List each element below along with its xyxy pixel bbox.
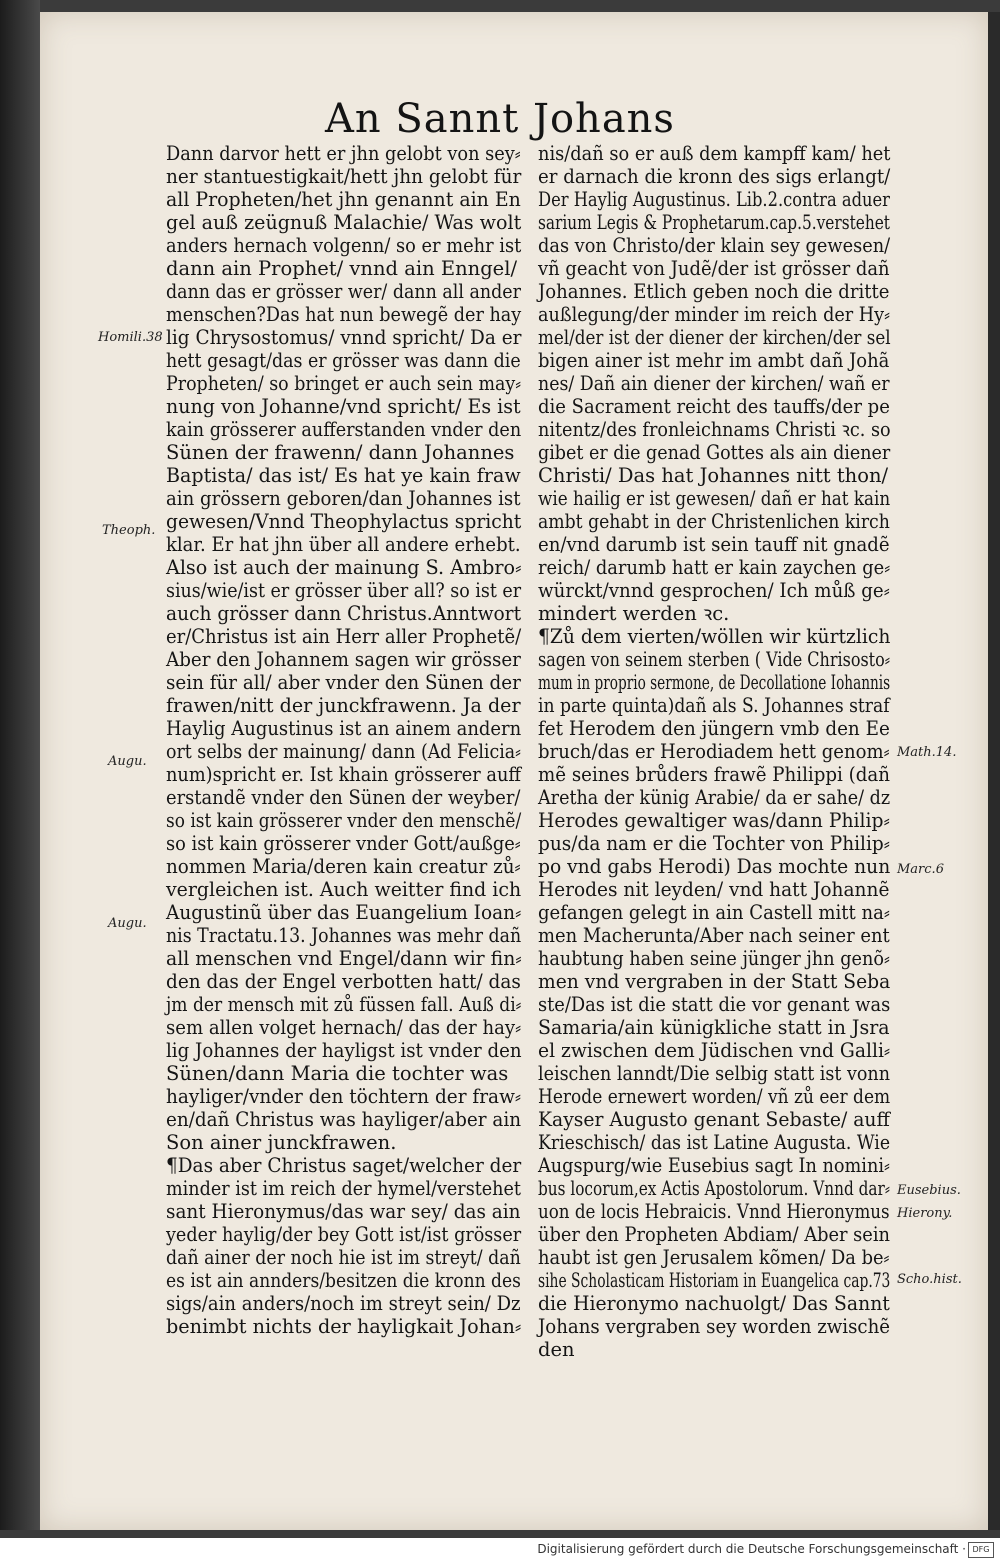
margin-note-theoph: Theoph. (102, 523, 156, 538)
text-line: all menschen vnd Engel/dann wir fin⸗ (166, 947, 522, 970)
margin-note-homili: Homili.38 (98, 330, 163, 345)
text-line: wie hailig er ist gewesen/ dañ er hat kain (538, 487, 891, 510)
text-line: sagen von seinem sterben ( Vide Chrisosto⸗ (538, 648, 891, 671)
margin-note-augu-2: Augu. (108, 916, 147, 931)
text-line: in parte quinta)dañ als S. Johannes straf (538, 694, 890, 717)
text-line: Also ist auch der mainung S. Ambro⸗ (166, 556, 522, 579)
text-line: Kayser Augusto genant Sebaste/ auff (538, 1108, 890, 1131)
text-line: gel auß zeügnuß Malachie/ Was wolt (166, 211, 522, 234)
text-line: Krieschisch/ das ist Latine Augusta. Wie (538, 1131, 891, 1154)
text-line: mel/der ist der diener der kirchen/der sel (538, 326, 891, 349)
text-line: sihe Scholasticam Historiam in Euangelica cap.73 (538, 1269, 891, 1292)
text-line: dann ain Prophet/ vnnd ain Enngel/ (166, 257, 518, 280)
text-line: Der Haylig Augustinus. Lib.2.contra aduer (538, 188, 890, 211)
text-line: er darnach die kronn des sigs erlangt/ (538, 165, 891, 188)
text-line: gefangen gelegt in ain Castell mitt na⸗ (538, 901, 890, 924)
text-line: uon de locis Hebraicis. Vnnd Hieronymus (538, 1200, 890, 1223)
margin-note-marc: Marc.6 (897, 862, 944, 877)
text-line: nitentz/des fronleichnams Christi ꝛc. so (538, 418, 891, 441)
text-line: nis/dañ so er auß dem kampff kam/ het (538, 142, 891, 165)
text-line: dann das er grösser wer/ dann all ander (166, 280, 521, 303)
text-line: sem allen volget hernach/ das der hay⸗ (166, 1016, 522, 1039)
text-line: vñ geacht von Judẽ/der ist grösser dañ (538, 257, 890, 280)
text-line: außlegung/der minder im reich der Hy⸗ (538, 303, 890, 326)
text-line: ner stantuestigkait/hett jhn gelobt für (166, 165, 522, 188)
text-line: mum in proprio sermone, de Decollatione Iohannis (538, 671, 891, 694)
text-line: würckt/vnnd gesprochen/ Ich můß ge⸗ (538, 579, 890, 602)
text-line: pus/da nam er die Tochter von Philip⸗ (538, 832, 890, 855)
text-line: Christi/ Das hat Johannes nitt thon/ (538, 464, 889, 487)
text-line: die Sacrament reicht des tauffs/der pe (538, 395, 890, 418)
text-line: Baptista/ das ist/ Es hat ye kain fraw (166, 464, 521, 487)
text-line: en/dañ Christus was hayliger/aber ain (166, 1108, 522, 1131)
running-head: An Sannt Johans (325, 96, 675, 142)
dfg-logo: DFG (968, 1542, 994, 1558)
text-line: nung von Johanne/vnd spricht/ Es ist (166, 395, 521, 418)
text-line: Johannes. Etlich geben noch die dritte (538, 280, 890, 303)
text-line: Augspurg/wie Eusebius sagt In nomini⸗ (538, 1154, 890, 1177)
text-line: ambt gehabt in der Christenlichen kirch (538, 510, 890, 533)
text-line: über den Propheten Abdiam/ Aber sein (538, 1223, 890, 1246)
footer-credit: Digitalisierung gefördert durch die Deutsche Forschungsgemeinschaft · (537, 1542, 966, 1556)
text-line: vergleichen ist. Auch weitter find ich (166, 878, 522, 901)
text-line: Sünen/dann Maria die tochter was (166, 1062, 509, 1085)
text-line: ste/Das ist die statt die vor genant was (538, 993, 891, 1016)
text-line: jm der mensch mit zů füssen fall. Auß di⸗ (166, 993, 522, 1016)
margin-note-scho-hist: Scho.hist. (897, 1272, 962, 1287)
text-line: den (538, 1338, 575, 1361)
left-text-column (166, 142, 521, 1338)
text-line: men vnd vergraben in der Statt Seba (538, 970, 891, 993)
text-line: klar. Er hat jhn über all andere erhebt. (166, 533, 521, 556)
text-line: Son ainer junckfrawen. (166, 1131, 397, 1154)
text-line: ain grössern geboren/dan Johannes ist (166, 487, 521, 510)
text-line: el zwischen dem Jüdischen vnd Galli⸗ (538, 1039, 891, 1062)
text-line: nis Tractatu.13. Johannes was mehr dañ (166, 924, 522, 947)
text-line: bus locorum,ex Actis Apostolorum. Vnnd dar⸗ (538, 1177, 890, 1200)
text-line: Herodes nit leyden/ vnd hatt Johannẽ (538, 878, 890, 901)
text-line: nommen Maria/deren kain creatur zů⸗ (166, 855, 521, 878)
text-line: po vnd gabs Herodi) Das mochte nun (538, 855, 891, 878)
text-line: frawen/nitt der junckfrawenn. Ja der (166, 694, 521, 717)
text-line: erstandẽ vnder den Sünen der weyber/ (166, 786, 521, 809)
text-line: fet Herodem den jüngern vmb den Ee (538, 717, 890, 740)
margin-note-hierony: Hierony. (897, 1206, 953, 1221)
text-line: hayliger/vnder den töchtern der fraw⸗ (166, 1085, 522, 1108)
text-line: Dann darvor hett er jhn gelobt von sey⸗ (166, 142, 521, 165)
text-line: ort selbs der mainung/ dann (Ad Felicia⸗ (166, 740, 521, 763)
text-line: en/vnd darumb ist sein tauff nit gnadẽ (538, 533, 890, 556)
page-edge (988, 12, 1000, 1530)
text-line: haubt ist gen Jerusalem kõmen/ Da be⸗ (538, 1246, 890, 1269)
text-line: Aber den Johannem sagen wir grösser (166, 648, 521, 671)
text-line: Samaria/ain künigkliche statt in Jsra (538, 1016, 890, 1039)
text-line: men Macherunta/Aber nach seiner ent (538, 924, 890, 947)
text-line: sein für all/ aber vnder den Sünen der (166, 671, 521, 694)
text-line: Herodes gewaltiger was/dann Philip⸗ (538, 809, 890, 832)
text-line: gewesen/Vnnd Theophylactus spricht (166, 510, 522, 533)
text-line: sarium Legis & Prophetarum.cap.5.verstehet (538, 211, 890, 234)
text-line: ¶Zů dem vierten/wöllen wir kürtzlich (538, 625, 891, 648)
text-line: Propheten/ so bringet er auch sein may⸗ (166, 372, 522, 395)
text-line: Haylig Augustinus ist an ainem andern (166, 717, 522, 740)
text-line: nes/ Dañ ain diener der kirchen/ wañ er (538, 372, 890, 395)
binding-gutter (0, 0, 40, 1530)
text-line: benimbt nichts der hayligkait Johan⸗ (166, 1315, 522, 1338)
text-line: kain grösserer aufferstanden vnder den (166, 418, 522, 441)
text-line: Herode ernewert worden/ vñ zů eer dem (538, 1085, 891, 1108)
text-line: Johans vergraben sey worden zwischẽ (538, 1315, 891, 1338)
text-line: lig Johannes der hayligst ist vnder den (166, 1039, 522, 1062)
text-line: all Propheten/het jhn genannt ain En (166, 188, 521, 211)
text-line: dañ ainer der noch hie ist im streyt/ dañ (166, 1246, 521, 1269)
text-line: minder ist im reich der hymel/verstehet (166, 1177, 521, 1200)
text-line: haubtung haben seine jünger jhn genõ⸗ (538, 947, 890, 970)
right-text-column (538, 142, 890, 1361)
margin-note-eusebius: Eusebius. (897, 1183, 961, 1198)
text-line: Augustinũ über das Euangelium Ioan⸗ (166, 901, 522, 924)
text-line: so ist kain grösserer vnder Gott/außge⸗ (166, 832, 521, 855)
text-line: Sünen der frawenn/ dann Johannes (166, 441, 515, 464)
text-line: auch grösser dann Christus.Anntwort (166, 602, 522, 625)
text-line: bigen ainer ist mehr im ambt dañ Johã (538, 349, 890, 372)
text-line: mẽ seines brůders frawẽ Philippi (dañ (538, 763, 891, 786)
text-line: sius/wie/ist er grösser über all? so ist er (166, 579, 522, 602)
text-line: es ist ain annders/besitzen die kronn des (166, 1269, 521, 1292)
text-line: num)spricht er. Ist khain grösserer auff (166, 763, 522, 786)
text-line: er/Christus ist ain Herr aller Prophetẽ/ (166, 625, 522, 648)
text-line: anders hernach volgenn/ so er mehr ist (166, 234, 522, 257)
text-line: Aretha der künig Arabie/ da er sahe/ dz (538, 786, 891, 809)
text-line: leischen lanndt/Die selbig statt ist vonn (538, 1062, 890, 1085)
text-line: sigs/ain anders/noch im streyt sein/ Dz (166, 1292, 521, 1315)
text-line: yeder haylig/der bey Gott ist/ist grösser (166, 1223, 522, 1246)
text-line: mindert werden ꝛc. (538, 602, 730, 625)
text-line: sant Hieronymus/das war sey/ das ain (166, 1200, 521, 1223)
text-line: die Hieronymo nachuolgt/ Das Sannt (538, 1292, 890, 1315)
margin-note-math: Math.14. (897, 745, 957, 760)
text-line: das von Christo/der klain sey gewesen/ (538, 234, 891, 257)
text-line: hett gesagt/das er grösser was dann die (166, 349, 521, 372)
text-line: menschen?Das hat nun bewegẽ der hay (166, 303, 522, 326)
text-line: reich/ darumb hatt er kain zaychen ge⸗ (538, 556, 891, 579)
text-line: den das der Engel verbotten hatt/ das (166, 970, 521, 993)
text-line: gibet er die genad Gottes als ain diener (538, 441, 891, 464)
text-line: bruch/das er Herodiadem hett genom⸗ (538, 740, 890, 763)
text-line: ¶Das aber Christus saget/welcher der (166, 1154, 522, 1177)
text-line: so ist kain grösserer vnder den menschẽ/ (166, 809, 522, 832)
margin-note-augu-1: Augu. (108, 754, 147, 769)
footer-bar (0, 1538, 1000, 1561)
text-line: lig Chrysostomus/ vnnd spricht/ Da er (166, 326, 522, 349)
